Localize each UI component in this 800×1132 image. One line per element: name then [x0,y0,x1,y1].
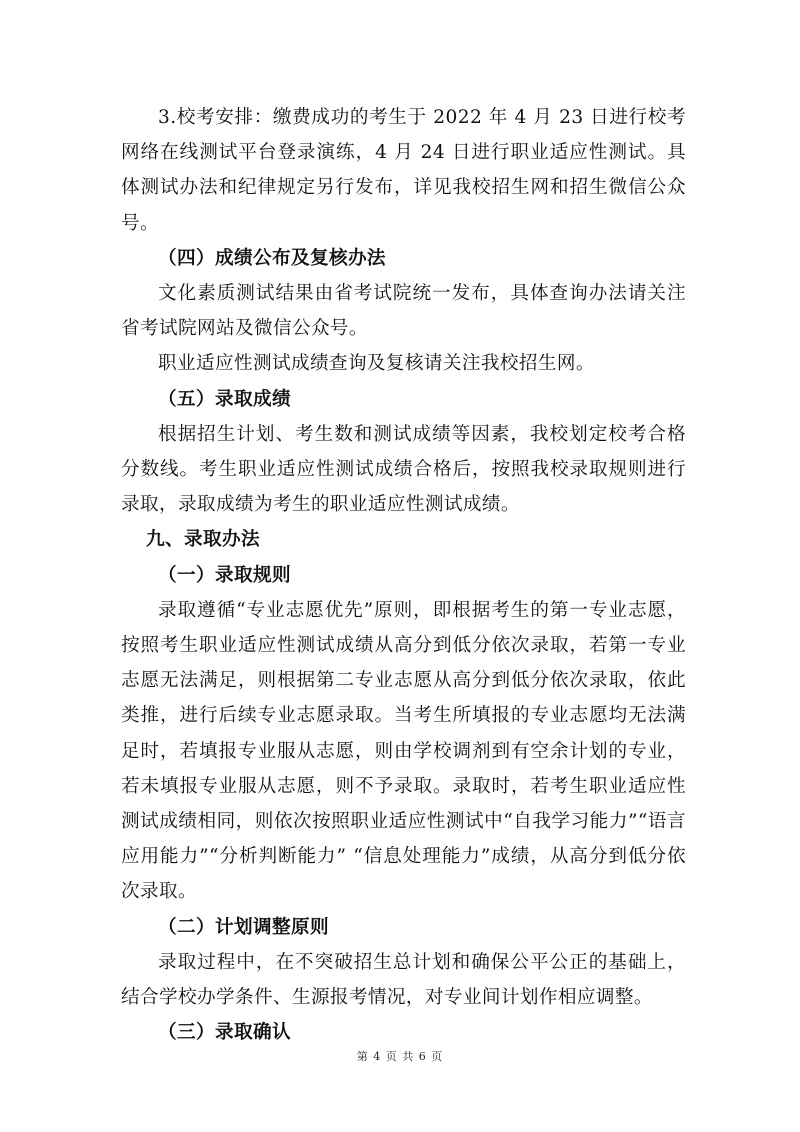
para-cultural-score: 文化素质测试结果由省考试院统一发布，具体查询办法请关注省考试院网站及微信公众号。 [121,283,686,340]
para-plan-adjustment: 录取过程中，在不突破招生总计划和确保公平公正的基础上，结合学校办学条件、生源报考情况，对专业间计划作相应调整。 [121,951,686,1009]
heading-admission-confirmation: （三）录取确认 [158,1022,291,1044]
para-admission-rules: 录取遵循“专业志愿优先”原则，即根据考生的第一专业志愿，按照考生职业适应性测试成绩从高分到低分依次录取，若第一专业志愿无法满足，则根据第二专业志愿从高分到低分依次录取，依此类推，进行后续专业志愿录取。当考生所填报的专业志愿均无法满足时，若填报专业服从志愿，则由学校调剂到有空余计划的专业，若未填报专业服从志愿，则不予录取。录取时，若考生职业适应性测试成绩相同，则依次按照职业适应性测试中“自我学习能力”“语言应用能力”“分析判断能力” “信息处理能力”成绩，从高分到低分依次录取。 [121,599,686,903]
heading-plan-adjustment: （二）计划调整原则 [158,916,329,938]
heading-score-publication: （四）成绩公布及复核办法 [158,247,386,269]
page-number-footer: 第 4 页 共 6 页 [356,1050,444,1063]
para-admission-score: 根据招生计划、考生数和测试成绩等因素，我校划定校考合格分数线。考生职业适应性测试成绩合格后，按照我校录取规则进行录取，录取成绩为考生的职业适应性测试成绩。 [121,423,686,516]
para-exam-arrangement: 3.校考安排：缴费成功的考生于 2022 年 4 月 23 日进行校考网络在线测试平台登录演练，4 月 24 日进行职业适应性测试。具体测试办法和纪律规定另行发布，详见我校招生网和招生微信公众号。 [121,107,686,234]
heading-admission-score: （五）录取成绩 [158,388,291,410]
document-body [121,100,686,1050]
heading-admission-method: 九、录取办法 [146,529,260,551]
para-vocational-score: 职业适应性测试成绩查询及复核请关注我校招生网。 [158,353,595,375]
heading-admission-rules: （一）录取规则 [158,564,291,586]
